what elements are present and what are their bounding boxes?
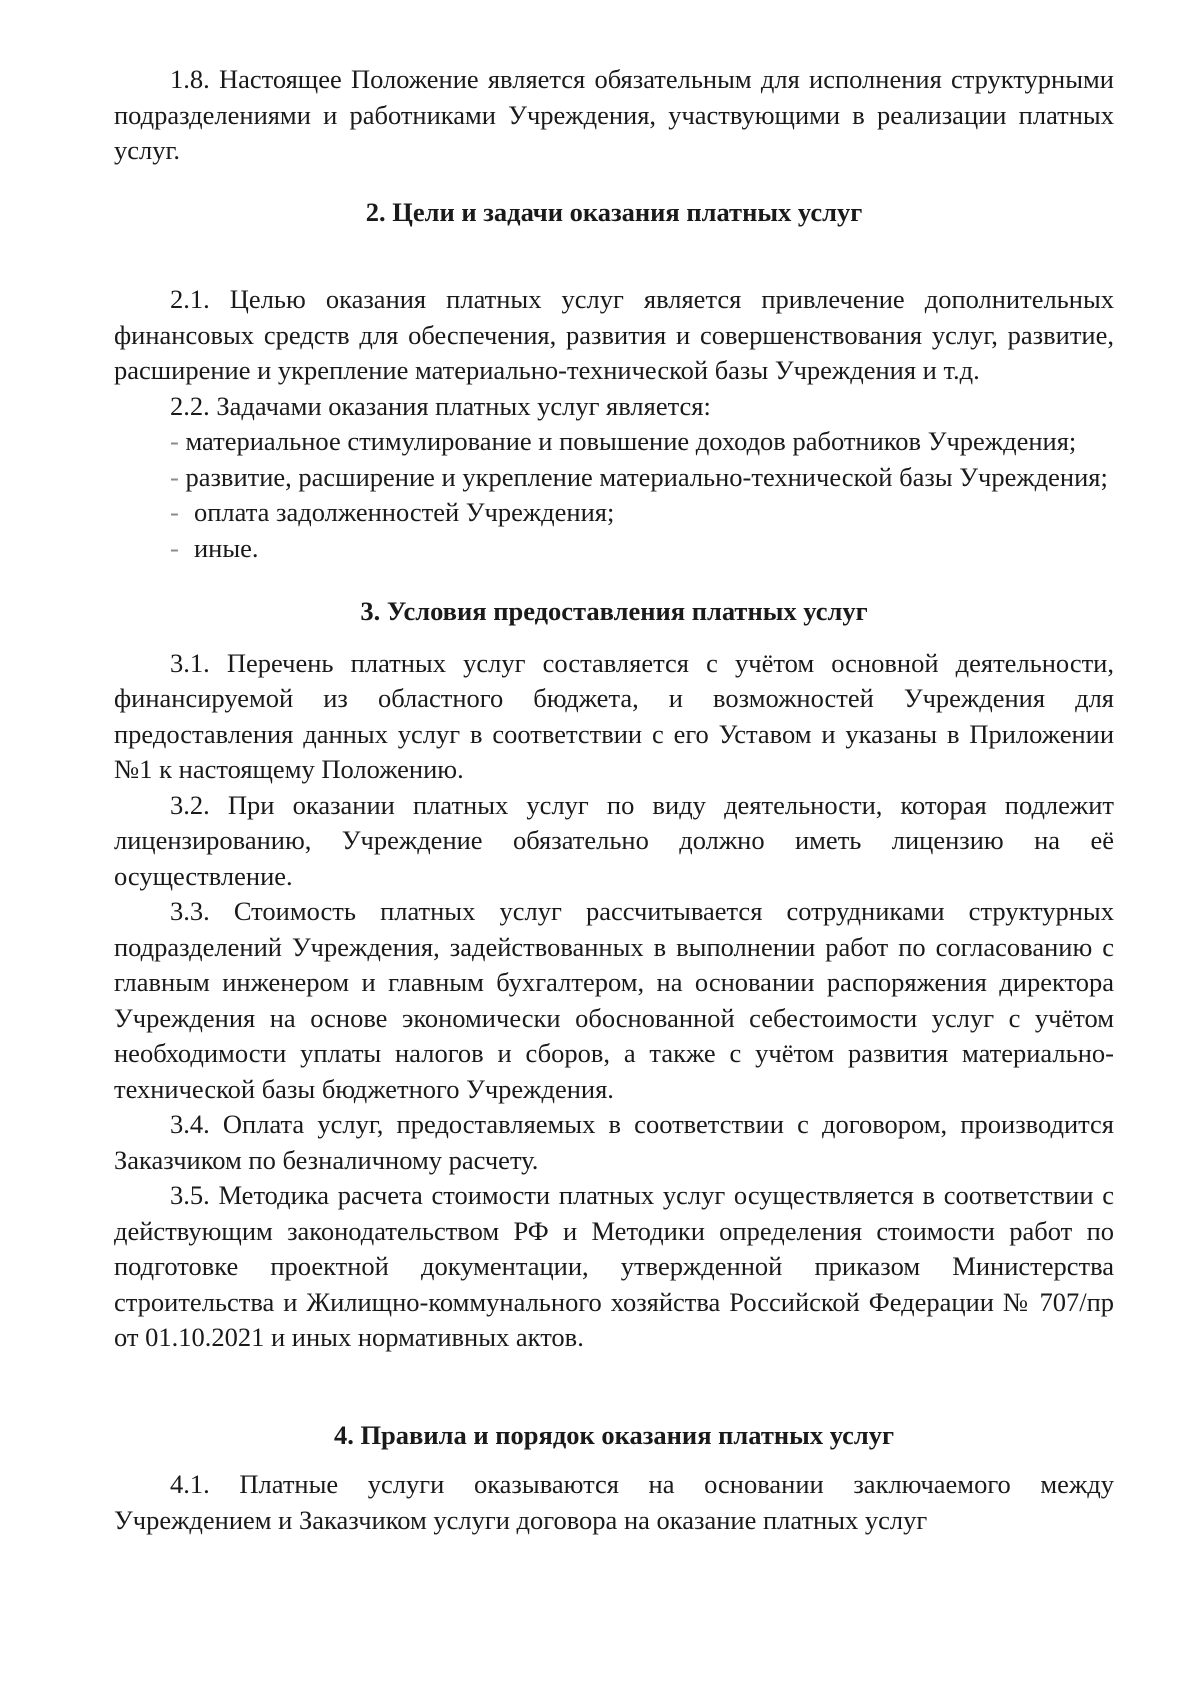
task-text: оплата задолженностей Учреждения;: [194, 497, 615, 527]
list-dash: -: [170, 426, 186, 456]
paragraph-3-5: 3.5. Методика расчета стоимости платных услуг осуществляется в соответствии с действующим законодательством РФ и Методики определения стоимости работ по подготовке проектной документации, утвержденной приказом Министерства строительства и Жилищно-коммунального хозяйства Российской Федерации № 707/пр от 01.10.2021 и иных нормативных актов.: [114, 1180, 1114, 1352]
list-dash: -: [170, 461, 186, 492]
paragraph-3-4: 3.4. Оплата услуг, предоставляемых в соответствии с договором, производится Заказчиком по безналичному расчету.: [114, 1109, 1114, 1175]
task-text: иные.: [194, 532, 259, 563]
paragraph-3-2: 3.2. При оказании платных услуг по виду деятельности, которая подлежит лицензированию, Учреждение обязательно должно иметь лицензию на её осуществление.: [114, 789, 1114, 891]
paragraph-2-2: 2.2. Задачами оказания платных услуг является:: [170, 390, 711, 421]
section-4-heading: 4. Правила и порядок оказания платных услуг: [333, 1419, 895, 1450]
list-dash: -: [170, 532, 179, 563]
paragraph-3-1: 3.1. Перечень платных услуг составляется с учётом основной деятельности, финансируемой из областного бюджета, и возможностей Учреждения для предоставления данных услуг в соответствии с его Уставом и указаны в Приложении №1 к настоящему Положению.: [114, 647, 1114, 784]
task-list-item: [114, 531, 1114, 567]
paragraph-2-1: 2.1. Целью оказания платных услуг является привлечение дополнительных финансовых средств для обеспечения, развития и совершенствования услуг, развитие, расширение и укрепление материально-технической базы Учреждения и т.д.: [114, 284, 1114, 385]
task-list-item: [114, 495, 1114, 531]
paragraph-3-3: 3.3. Стоимость платных услуг рассчитывается сотрудниками структурных подразделений Учреждения, задействованных в выполнении работ по согласованию с главным инженером и главным бухгалтером, на основании распоряжения директора Учреждения на основе экономически обоснованной себестоимости услуг с учётом необходимости уплаты налогов и сборов, а также с учётом развития материально-технической базы бюджетного Учреждения.: [114, 896, 1114, 1104]
section-3-heading: 3. Условия предоставления платных услуг: [360, 596, 868, 626]
paragraph-4-1: 4.1. Платные услуги оказываются на основании заключаемого между Учреждением и Заказчиком услуги договора на оказание платных услуг: [114, 1469, 1114, 1535]
list-dash: -: [170, 497, 179, 527]
paragraph-1-8: 1.8. Настоящее Положение является обязательным для исполнения структурными подразделениями и работниками Учреждения, участвующими в реализации платных услуг.: [114, 64, 1114, 165]
task-list-item: [114, 460, 1114, 496]
document-body: [114, 62, 1114, 1538]
task-list-item: [114, 424, 1114, 460]
task-text: материальное стимулирование и повышение доходов работников Учреждения;: [185, 426, 1077, 456]
task-text: развитие, расширение и укрепление материально-технической базы Учреждения;: [185, 461, 1108, 492]
section-2-heading: 2. Цели и задачи оказания платных услуг: [365, 196, 863, 227]
